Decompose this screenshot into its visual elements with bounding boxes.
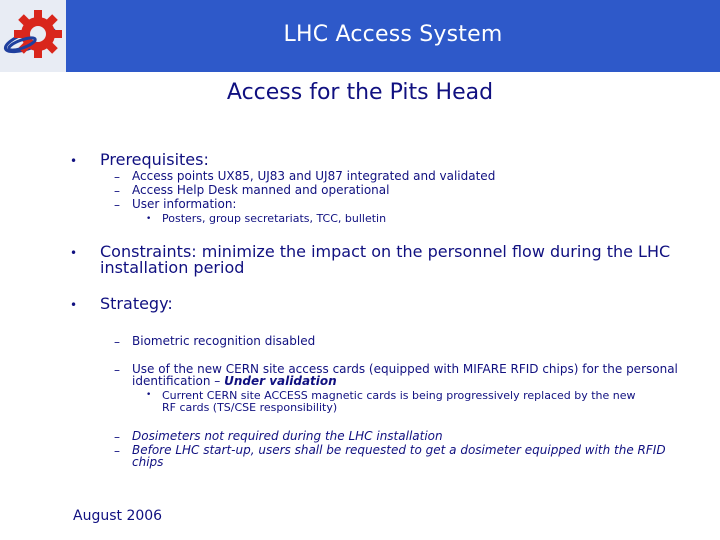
dash-marker: –	[114, 184, 120, 198]
strategy-item-2-prefix: identification –	[132, 374, 225, 388]
header-bar	[0, 0, 720, 72]
cern-gear-logo-icon	[0, 0, 66, 72]
dash-marker: –	[114, 363, 120, 377]
strategy-label: Strategy:	[100, 294, 173, 313]
strategy-item-4-line-1: Before LHC start-up, users shall be requested to get a dosimeter equipped with the RFID	[132, 443, 666, 457]
dash-marker: –	[114, 430, 120, 444]
dash-marker: –	[114, 444, 120, 458]
dash-marker: –	[114, 198, 120, 212]
dash-marker: –	[114, 335, 120, 349]
bullet-marker: •	[70, 246, 78, 260]
prereq-item-3: User information:	[132, 197, 237, 211]
footer-date: August 2006	[73, 508, 163, 524]
dash-marker: –	[114, 170, 120, 184]
logo-container	[0, 0, 66, 72]
prerequisites-label: Prerequisites:	[100, 150, 209, 169]
strategy-item-4-line-2: chips	[132, 455, 164, 469]
prereq-item-2: Access Help Desk manned and operational	[132, 183, 390, 197]
prereq-item-1: Access points UX85, UJ83 and UJ87 integrated and validated	[132, 169, 496, 183]
sub-bullet-marker: •	[146, 390, 152, 400]
bullet-marker: •	[70, 154, 78, 168]
strategy-item-2-line-2	[132, 375, 337, 388]
constraints-line-1: Constraints: minimize the impact on the personnel flow during the LHC	[100, 242, 671, 261]
strategy-sub-item-line-1: Current CERN site ACCESS magnetic cards is being progressively replaced by the new	[162, 389, 636, 402]
strategy-item-3: Dosimeters not required during the LHC installation	[132, 429, 443, 443]
bullet-marker: •	[70, 298, 78, 312]
under-validation-emphasis: Under validation	[224, 374, 337, 388]
sub-bullet-marker: •	[146, 214, 152, 224]
strategy-sub-item-line-2: RF cards (TS/CSE responsibility)	[162, 401, 338, 414]
header-title: LHC Access System	[283, 22, 503, 47]
prereq-sub-item: Posters, group secretariats, TCC, bulletin	[162, 212, 387, 225]
slide-title: Access for the Pits Head	[226, 80, 494, 105]
strategy-item-1: Biometric recognition disabled	[132, 334, 316, 348]
constraints-line-2: installation period	[100, 258, 245, 277]
strategy-item-2-line-1: Use of the new CERN site access cards (equipped with MIFARE RFID chips) for the personal	[132, 362, 678, 376]
